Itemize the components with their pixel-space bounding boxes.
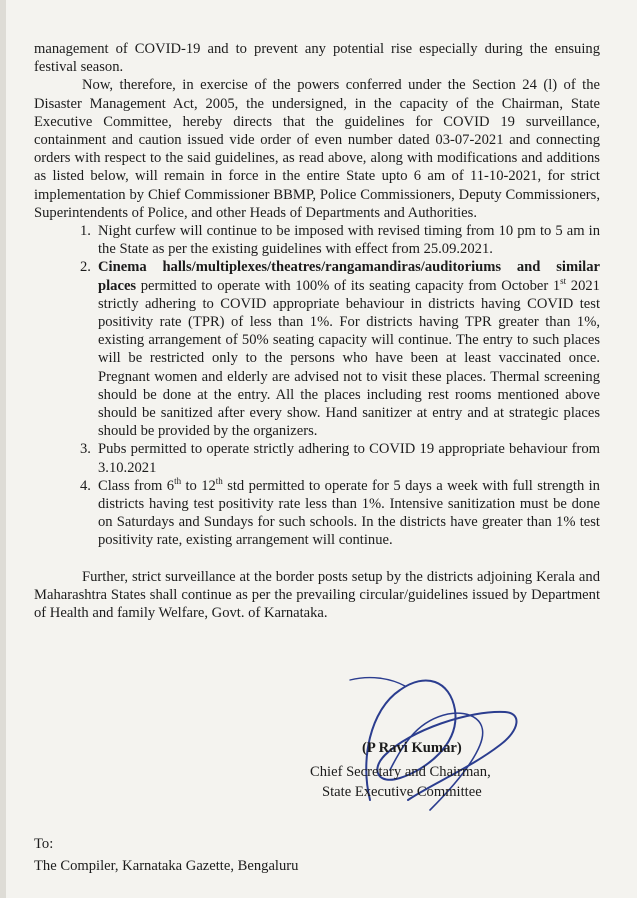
directive-text: 2021 strictly adhering to COVID appropriate behaviour in districts having COVID test positivity rate (TPR) of less than 1%. For districts having TPR greater than 1%, existing arrangement of 50% seating capacity will continue. The entry to such places will be restricted only to the persons who have been at least vaccinated once. Pregnant women and elderly are advised not to visit these places. Thermal screening should be done at the entry. All the places including rest rooms mentioned above should be sanitized after every show. Hand sanitizer at entry and at strategic places should be provided by the organizers.	[98, 277, 600, 440]
to-label: To:	[34, 836, 54, 852]
ordinal-suffix: st	[560, 275, 567, 286]
directive-text: Pubs permitted to operate strictly adhering to COVID 19 appropriate behaviour from 3.10.2021	[98, 441, 600, 476]
signatory-name: (P Ravi Kumar)	[362, 740, 462, 756]
directive-bold-lead: Cinema halls/multiplexes/theatres/rangamandiras/auditoriums and similar places	[98, 259, 600, 294]
directive-number: 4.	[80, 477, 91, 494]
recipient-block	[34, 833, 298, 877]
directive-text: Class from 6	[98, 477, 175, 494]
directive-number: 3.	[80, 441, 91, 458]
signatory-title: Chief Secretary and Chairman,	[310, 764, 491, 780]
ordinal-suffix: th	[174, 476, 182, 487]
main-paragraph: Now, therefore, in exercise of the powers conferred under the Section 24 (l) of the Disaster Management Act, 2005, the undersigned, in the capacity of the Chairman, State Executive Committee, hereby directs that the guidelines for COVID 19 surveillance, containment and caution issued vide order of even number dated 03-07-2021 and connecting orders with respect to the said guidelines, as read above, along with modifications and additions as listed below, will remain in force in the entire State upto 6 am of 11-10-2021, for strict implementation by Chief Commissioner BBMP, Police Commissioners, Deputy Commissioners, Superintendents of Police, and other Heads of Departments and Authorities.	[34, 77, 600, 221]
order-body	[34, 40, 600, 622]
directive-text: permitted to operate with 100% of its seating capacity from October 1	[136, 277, 561, 294]
page-fold-shadow	[0, 0, 6, 898]
signatory-committee: State Executive Committee	[322, 784, 482, 800]
intro-paragraph: management of COVID-19 and to prevent any potential rise especially during the ensuing festival season.	[34, 41, 600, 76]
directive-text: Night curfew will continue to be imposed with revised timing from 10 pm to 5 am in the State as per the existing guidelines with effect from 25.09.2021.	[98, 223, 600, 258]
directive-text: std permitted to operate for 5 days a week with full strength in districts having test positivity rate less than 1%. Intensive sanitization must be done on Saturdays and Sundays for such schools. In the districts have greater than 1% test positivity rate, existing arrangement will continue.	[98, 477, 600, 549]
directive-list	[34, 222, 600, 550]
directive-number: 2.	[80, 259, 91, 276]
directive-item-3	[80, 440, 600, 476]
directive-item-1	[80, 222, 600, 258]
ordinal-suffix: th	[215, 476, 223, 487]
directive-item-2	[80, 258, 600, 440]
addressee: The Compiler, Karnataka Gazette, Bengaluru	[34, 858, 299, 874]
directive-number: 1.	[80, 223, 91, 240]
directive-item-4	[80, 476, 600, 550]
directive-text: to 12	[181, 477, 216, 494]
further-paragraph: Further, strict surveillance at the border posts setup by the districts adjoining Kerala and Maharashtra States shall continue as per the prevailing circular/guidelines issued by Department of Health and family Welfare, Govt. of Karnataka.	[34, 568, 600, 622]
